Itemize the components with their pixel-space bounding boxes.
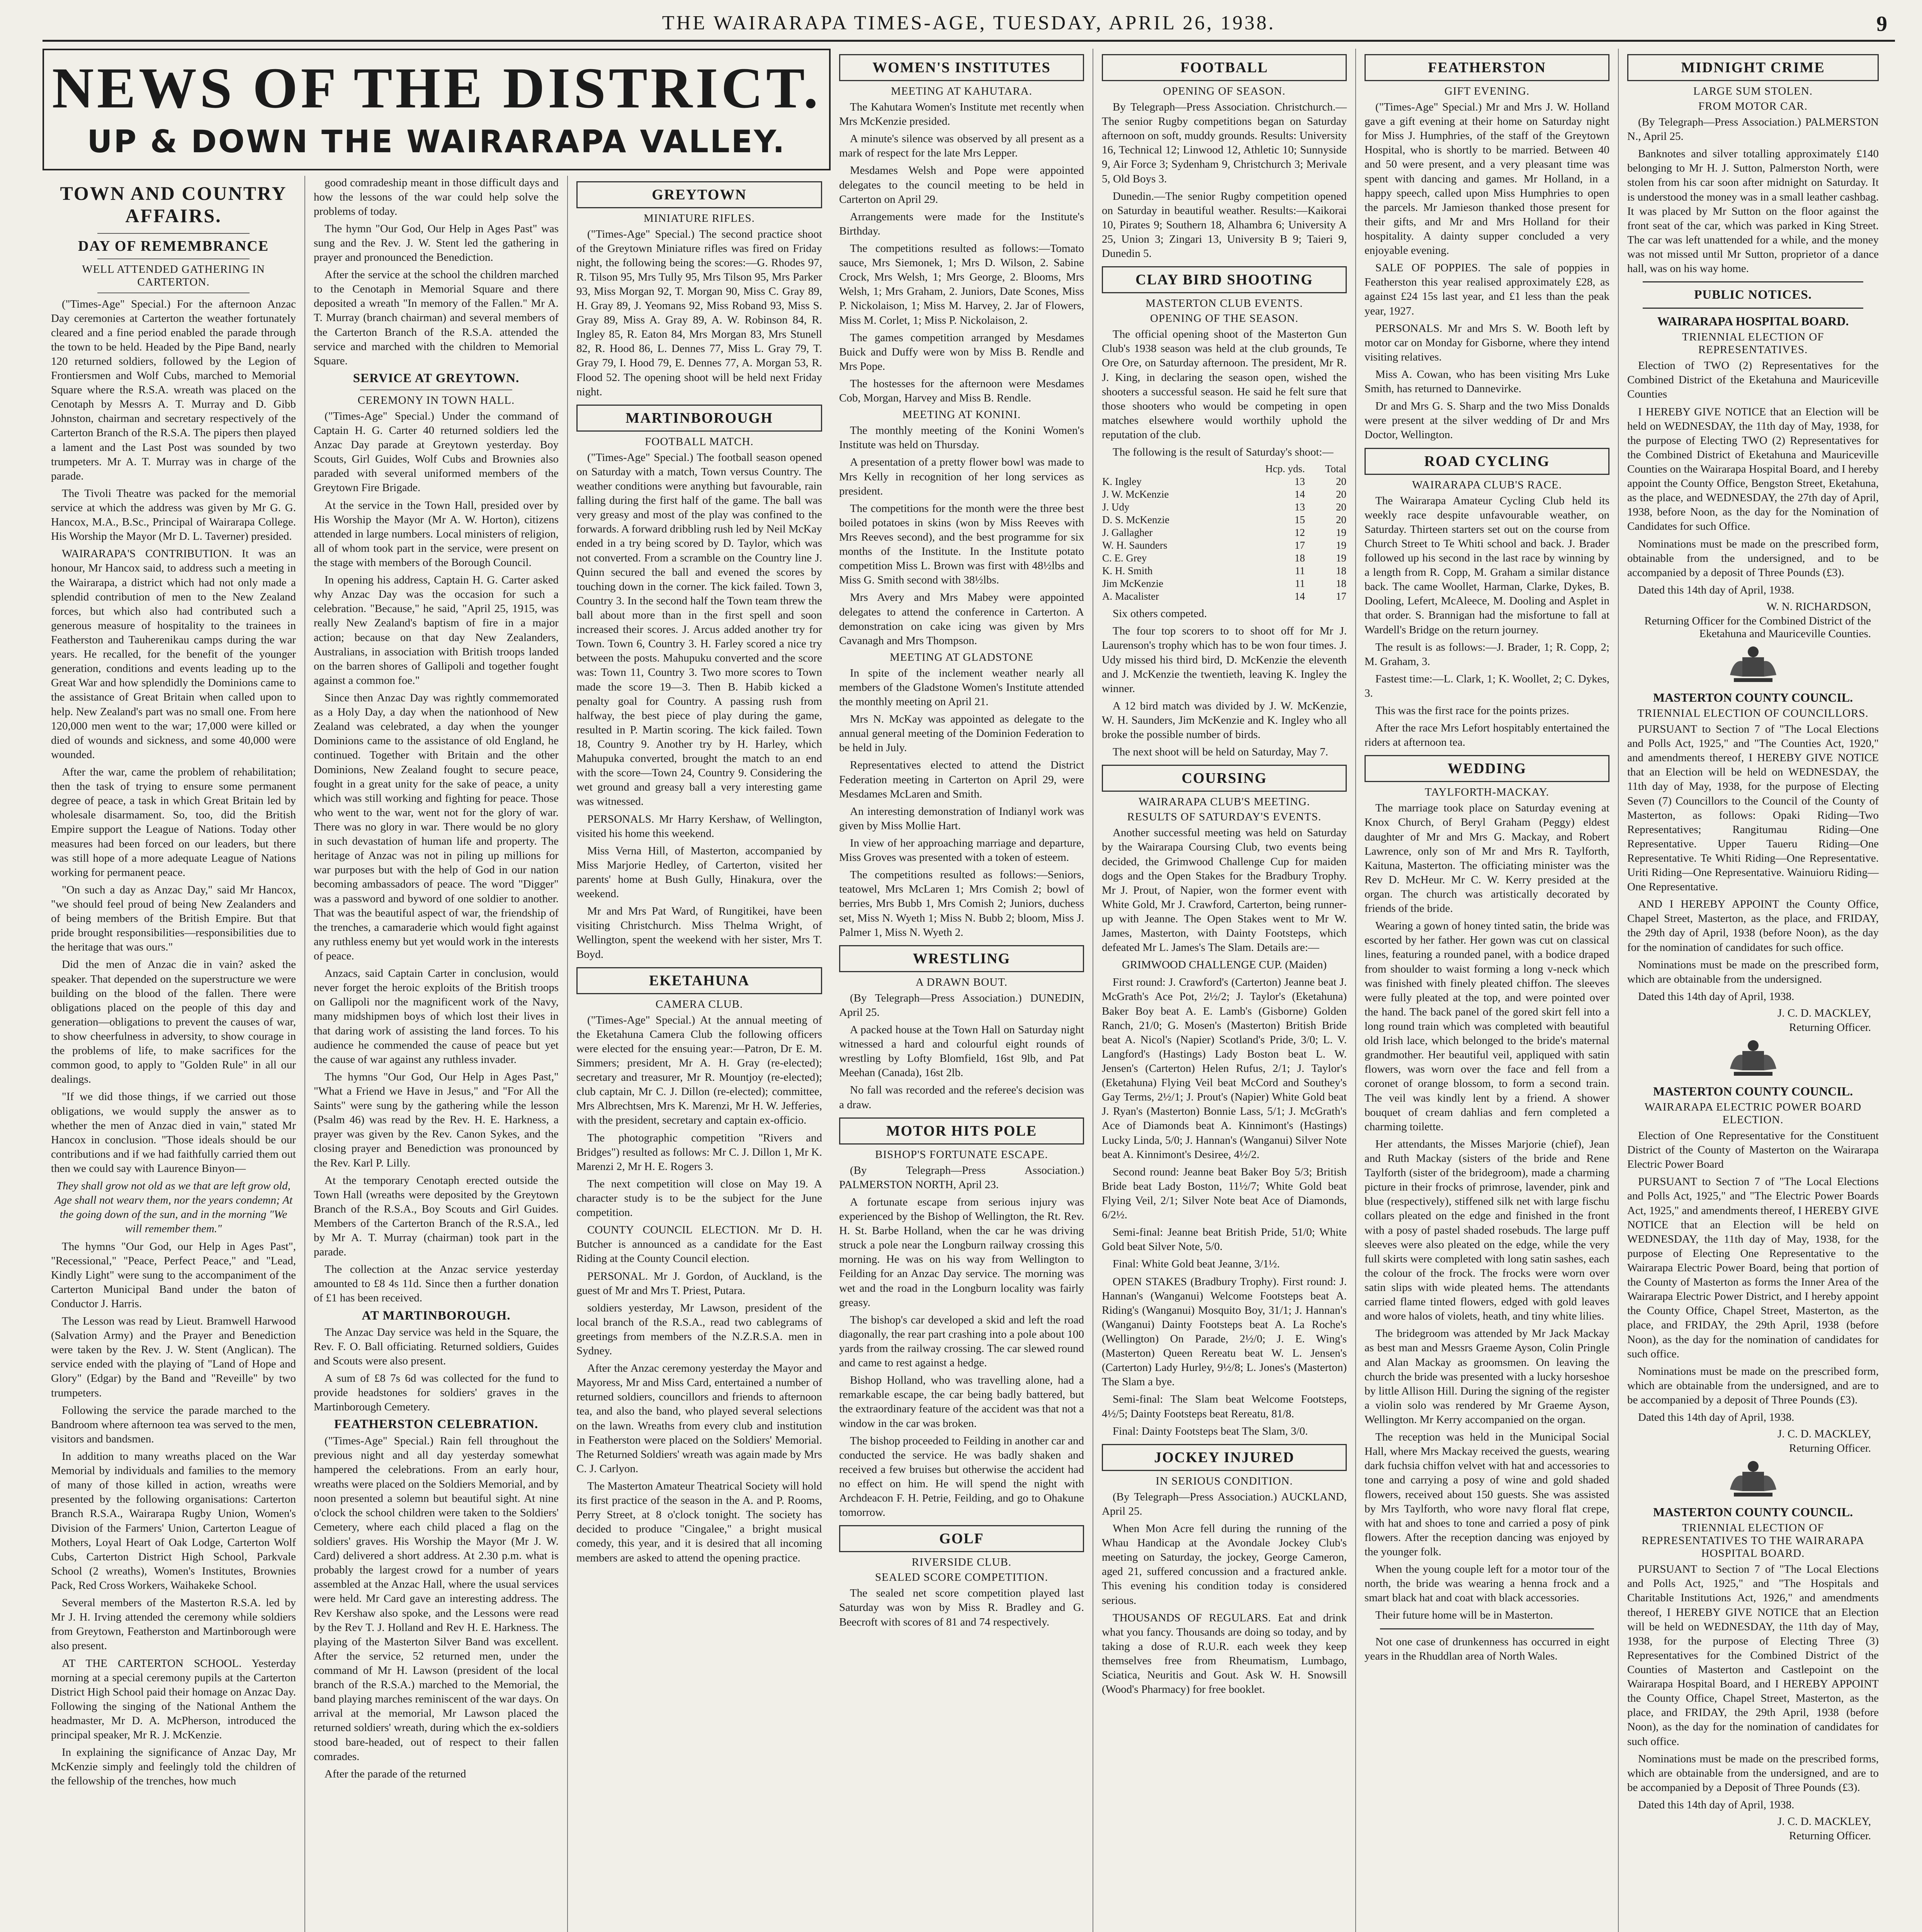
article-subheading: MINIATURE RIFLES. (644, 212, 755, 224)
hcp-label: Hcp. (1265, 463, 1285, 475)
paragraph: Following the service the parade marched to the Bandroom where afternoon tea was served to the men, visitors and bandsmen. (51, 1404, 296, 1445)
paragraph: The collection at the Anzac service yesterday amounted to £8 4s 11d. Since then a further donation of £1 has been received. (314, 1263, 559, 1304)
paragraph: The Wairarapa Amateur Cycling Club held its weekly race despite unfavourable weather, on Saturday. Thirteen starters set out on the course from Church Street to Te Whiti school and back. J. Brader followed up his second in the last race by winning by a length from R. Copp, M. Graham a similar distance back. The came Woollet, Harman, Clarke, Dykes, B. Dooling, Lefert, McAleece, M. Dooling and Asplet in that order. S. Brannigan had the misfortune to fall at Wardell's Bridge on the return journey. (1365, 494, 1609, 636)
table-header-cell (1229, 463, 1305, 475)
paragraph: The sealed net score competition played last Saturday was won by Miss R. Bradley and G. Beecroft with scores of 81 and 74 respectively. (839, 1587, 1084, 1628)
paragraph: The hymns "Our God, Our Help in Ages Past," "What a Friend we Have in Jesus," and "For All the Saints" were sung by the gathering while the lesson (Psalm 46) was read by the Rev. H. E. Harkness, a prayer was given by the Rev. Canon Sykes, and the closing prayer and Benediction was pronounced by the Rev. Karl P. Lilly. (314, 1070, 559, 1169)
section-heading: MIDNIGHT CRIME (1681, 60, 1825, 76)
notice-subtitle: TRIENNIAL ELECTION OF REPRESENTATIVES. (1682, 331, 1824, 356)
paragraph: OPEN STAKES (Bradbury Trophy). First round: J. Hannan's (Wanganui) Welcome Footsteps beat A. Riding's (Wanganui) Mosquito Boy, 31/1; J. Hannan's (Wanganui) Dainty Footsteps beat A. La Roche's (Wellington) On Parade, 2½/0; J. E. Wing's (Masterton) Queen Rereatu beat W. L. Jensen's (Carterton) Lady Hurley, 9½/8; L. Jones's (Masterton) The Slam a bye. (1102, 1275, 1347, 1388)
paragraph: The hymns "Our God, our Help in Ages Past", "Recessional," "Peace, Perfect Peace," and "Lead, Kindly Light" were sung to the accompaniment of the Carterton Municipal Band under the baton of Conductor J. Harris. (51, 1240, 296, 1310)
table-header (1102, 463, 1347, 475)
shooter-handicap: 14 (1294, 488, 1305, 500)
section-heading: JOCKEY INJURED (1154, 1449, 1295, 1466)
banner-title: NEWS OF THE DISTRICT. (52, 56, 821, 120)
paragraph: Dated this 14th day of April, 1938. (1638, 990, 1795, 1003)
article-subheading: SEALED SCORE COMPETITION. (875, 1571, 1048, 1584)
table-row (1102, 565, 1347, 577)
paragraph: The result is as follows:—J. Brader, 1; R. Copp, 2; M. Graham, 3. (1365, 641, 1609, 668)
notices-heading: PUBLIC NOTICES. (1694, 288, 1812, 302)
paragraph: Final: White Gold beat Jeanne, 3/1½. (1113, 1258, 1280, 1270)
masthead (42, 12, 1895, 42)
section-box (1365, 448, 1609, 475)
notice-title: MASTERTON COUNTY COUNCIL. (1653, 690, 1853, 704)
paragraph: ("Times-Age" Special.) At the annual meeting of the Eketahuna Camera Club the following officers were elected for the ensuing year:—Patron, Dr E. M. Simmers; president, Mr A. H. Gray (re-elected); secretary and treasurer, Mr R. Mountjoy (re-elected); club captain, Mr C. J. Dillon (re-elected); committee, Mrs Albrechtsen, Mrs K. Marenzi, Mr H. W. Jefferies, with the president, secretary and captain ex-officio. (576, 1014, 822, 1127)
table-body (1102, 475, 1347, 603)
paragraph: The competitions for the month were the three best boiled potatoes in skins (won by Miss Reeves with Mrs Reeves second), and the best programme for six months of the Institute. In the Institute potato competition Miss L. Brown was first with 48½lbs and Miss G. Smith second with 38½lbs. (839, 502, 1084, 587)
article-subheading: OPENING OF THE SEASON. (1150, 312, 1298, 325)
article-heading: DAY OF REMEMBRANCE (78, 238, 269, 254)
paragraph: After the race Mrs Lefort hospitably entertained the riders at afternoon tea. (1365, 722, 1609, 749)
section-box (839, 54, 1084, 81)
section-box (576, 181, 822, 208)
article-subheading: MEETING AT GLADSTONE (890, 651, 1033, 663)
paragraph: GRIMWOOD CHALLENGE CUP. (Maiden) (1122, 959, 1327, 971)
signature-role: Returning Officer. (1789, 1442, 1871, 1455)
paragraph: PERSONALS. Mr and Mrs S. W. Booth left by motor car on Monday for Gisborne, where they intend visiting relatives. (1365, 322, 1609, 363)
paragraph: The next competition will close on May 19. A character study is to be the subject for the June competition. (576, 1177, 822, 1219)
paragraph: The competitions resulted as follows:—Tomato sauce, Mrs Siemonek, 1; Mrs D. Wilson, 2. Sabine Crock, Mrs Welsh, 1; Mrs George, 2. Blooms, Mrs Welsh, 1; Mrs Graham, 2. Juniors, Date Scones, Miss P. Nickolaison, 1; Miss M. Harvey, 2. Jar of Flowers, Miss M. Corlet, 1; Miss P. Nickolaison, 2. (839, 242, 1084, 327)
notice-title: MASTERTON COUNTY COUNCIL. (1653, 1505, 1853, 1519)
section-box (1365, 755, 1609, 782)
article-subheading: GIFT EVENING. (1444, 85, 1530, 97)
shooter-total: 20 (1336, 501, 1346, 513)
yds-label: yds. (1288, 463, 1305, 475)
paragraph: Nominations must be made on the prescribed form, obtainable from the undersigned, and to be accompanied by a deposit of Three Pounds (£3). (1627, 537, 1879, 579)
paragraph: This was the first race for the points prizes. (1375, 704, 1569, 717)
paragraph: In opening his address, Captain H. G. Carter asked why Anzac Day was the occasion for such a celebration. "Because," he said, "April 25, 1915, was really New Zealand's baptism of fire in a major action; because on that day New Zealanders, Australians, in association with British troops landed on the barren shores of Gallipoli and together fought against a common foe." (314, 574, 559, 687)
paragraph: ("Times-Age" Special.) Rain fell throughout the previous night and all day yesterday somewhat hampered the celebrations. From an early hour, wreaths were placed on the Soldiers Memorial, and by noon presented a solemn but beautiful sight. At nine o'clock the school children were taken to the Soldiers' Cemetery, where each child placed a flag on the soldiers' graves. His Worship the Mayor (Mr J. W. Card) delivered a short address. At 2.30 p.m. what is probably the largest crowd for a number of years assembled at the Anzac Hall, where the usual services were held. Mr Card gave an interesting address. The Rev Kershaw also spoke, and the Lessons were read by the Rev T. J. Holland and Rev H. E. Harkness. The playing of the Masterton Silver Band was excellent. After the service, 52 returned men, under the command of Mr H. Lawson (president of the local branch of the R.S.A.) marched to the Memorial, the band playing marches reminiscent of the war days. On arrival at the memorial, Mr Lawson placed the returned soldiers' wreath, during which the ex-soldiers stood bare-headed, out of respect to their fallen comrades. (314, 1435, 559, 1763)
shooter-handicap: 13 (1294, 501, 1305, 513)
paragraph: At the temporary Cenotaph erected outside the Town Hall (wreaths were deposited by the Greytown Branch of the R.S.A., Boy Scouts and Girl Guides. Members of the Carterton Branch of the R.S.A., led by Mr A. T. Murray (chairman) took part in the parade. (314, 1174, 559, 1259)
paragraph: PURSUANT to Section 7 of "The Local Elections and Polls Act, 1925," and "The Hospitals and Charitable Institutions Act, 1926," and amendments thereof, I HEREBY GIVE NOTICE that an Election will be held on WEDNESDAY, the 11th day of May, 1938, for the purpose of Electing Three (3) Representatives for the Combined District of the Counties of Masterton and Castlepoint on the Wairarapa Hospital Board, and I HEREBY APPOINT the County Office, Chapel Street, Masterton, as the place, and FRIDAY, the 29th April, 1938 (before Noon), as the day for the nomination of candidates for such office. (1627, 1563, 1879, 1748)
signature-role: Returning Officer. (1789, 1830, 1871, 1842)
paragraph: Banknotes and silver totalling approximately £140 belonging to Mr H. J. Sutton, Palmerston North, were stolen from his car soon after midnight on Saturday. It is understood the money was in a small leather cashbag. It was placed by Mr Sutton on the floor against the front seat of the car, which was parked in King Street. The car was left unattended for a while, and the money was not missed until Mr Sutton, proprietor of a dance hall, was on his way home. (1627, 148, 1879, 275)
shooter-name: J. W. McKenzie (1102, 488, 1169, 500)
article-subheading: MEETING AT KAHUTARA. (891, 85, 1032, 97)
shooter-total: 20 (1336, 514, 1346, 526)
shooter-handicap: 18 (1294, 552, 1305, 564)
table-row (1102, 590, 1347, 603)
section-heading: ROAD CYCLING (1424, 453, 1550, 469)
column-5 (1093, 49, 1356, 1932)
shooter-name: K. H. Smith (1102, 565, 1153, 577)
paragraph: PURSUANT to Section 7 of "The Local Elections and Polls Act, 1925," and "The Counties Act, 1920," and amendments thereof, I HEREBY GIVE NOTICE that an Election will be held on WEDNESDAY, the 11th day of May, 1938, for the purpose of Electing Seven (7) Councillors to the Council of the County of Masterton, as follows: Opaki Riding—Two Representatives; Rangitumau Riding—One Representative. Upper Taueru Riding—One Representative. Te Whiti Riding—One Representative. Uriti Riding—One Representative. Wainuioru Riding—One Representative. (1627, 723, 1879, 893)
column-3 (568, 176, 831, 1932)
section-heading: WOMEN'S INSTITUTES (872, 60, 1051, 76)
paragraph: ("Times-Age" Special.) For the afternoon Anzac Day ceremonies at Carterton the weather fortunately cleared and a fine period enabled the parade through the town to be held. Headed by the Pipe Band, nearly 120 returned soldiers, followed by the Legion of Frontiersmen and Wolf Cubs, marched to Memorial Square where the R.S.A. wreath was placed on the Cenotaph by Messrs A. T. Murray and D. Gibb Johnston, chairman and secretary respectively of the Carterton Branch of the R.S.A. The pipers then played a lament and the Last Post was sounded by two trumpeters. Mr A. T. Murray was in charge of the parade. (51, 298, 296, 482)
coat-of-arms-icon (1627, 1038, 1879, 1080)
paragraph: The Anzac Day service was held in the Square, the Rev. F. O. Ball officiating. Returned soldiers, Guides and Scouts were also present. (314, 1326, 559, 1367)
divider (1643, 281, 1863, 282)
paragraph: The hostesses for the afternoon were Mesdames Cob, Morgan, Harvey and Miss B. Rendle. (839, 377, 1084, 405)
paragraph: PERSONAL. Mr J. Gordon, of Auckland, is the guest of Mr and Mrs T. Priest, Putara. (576, 1270, 822, 1297)
paragraph: Not one case of drunkenness has occurred in eight years in the Rhuddlan area of North Wales. (1365, 1635, 1609, 1662)
article-subheading: WELL ATTENDED GATHERING IN CARTERTON. (82, 263, 265, 288)
section-box (1627, 54, 1879, 81)
paragraph: The bridegroom was attended by Mr Jack Mackay as best man and Messrs Graeme Ayson, Colin Pringle and Alan Mackay as groomsmen. On leaving the church the bride was presented with a lucky horseshoe by little Allison Hill. During the signing of the register a violin solo was rendered by Mr Graeme Ayson, Wellington. Mr Kerry accompanied on the organ. (1365, 1327, 1609, 1426)
left-section (42, 49, 831, 1932)
paragraph: After the Anzac ceremony yesterday the Mayor and Mayoress, Mr and Miss Card, entertained a number of returned soldiers, councillors and friends to afternoon tea, and also the band, who played several selections on the lawn. Wreaths from every club and institution in Featherston were placed on the Soldiers' Memorial. The Returned Soldiers' wreath was again made by Mrs C. J. Carlyon. (576, 1362, 822, 1475)
results-table (1102, 463, 1347, 603)
section-box (1102, 266, 1347, 293)
article-subheading: FOOTBALL MATCH. (645, 435, 754, 448)
signature: J. C. D. MACKLEY, (1778, 1007, 1871, 1020)
section-box (839, 945, 1084, 972)
paragraph: Dated this 14th day of April, 1938. (1638, 583, 1795, 596)
paragraph: soldiers yesterday, Mr Lawson, president of the local branch of the R.S.A., read two cablegrams of greetings from members of the N.Z.R.S.A. men in Sydney. (576, 1301, 822, 1357)
article-subheading: A DRAWN BOUT. (915, 976, 1008, 988)
paragraph: The marriage took place on Saturday evening at Knox Church, of Beryl Graham (Peggy) eldest daughter of Mr and Mrs G. Mackay, and Robert Lawrence, only son of Mr and Mrs R. Taylforth, Kaituna, Masterton. The officiating minister was the Rev D. McHeur. Mr C. W. Kerry presided at the organ. The church was artistically decorated by friends of the bride. (1365, 802, 1609, 915)
paragraph: After the parade of the returned (325, 1767, 466, 1780)
table-row (1102, 514, 1347, 526)
paragraph: Anzacs, said Captain Carter in conclusion, would never forget the heroic exploits of the British troops on Gallipoli nor the magnificent work of the Navy, many midshipmen boys of which lost their lives in that daring work of assisting the land forces. To his audience he commended the cause of peace but yet the cause of war against any ruthless invader. (314, 967, 559, 1066)
article-heading: FEATHERSTON CELEBRATION. (334, 1417, 539, 1432)
divider (360, 389, 512, 390)
section-box (1102, 1444, 1347, 1471)
paragraph: I HEREBY GIVE NOTICE that an Election will be held on WEDNESDAY, the 11th day of May, 1938, for the purpose of Electing TWO (2) Representatives for the Combined District of Eketahuna and Mauriceville Counties on the Wairarapa Hospital Board, and I hereby appoint the County Office, Bengston Street, Eketahuna, as the place, and WEDNESDAY, the 27th day of April, 1938, before Noon, as the day for the Nomination of Candidates for such Office. (1627, 405, 1879, 533)
coat-of-arms-icon (1627, 644, 1879, 687)
shooter-name: J. Udy (1102, 501, 1130, 513)
table-row (1102, 526, 1347, 539)
shooter-name: C. E. Grey (1102, 552, 1147, 564)
shooter-handicap: 11 (1295, 578, 1305, 590)
page-number: 9 (1876, 12, 1887, 36)
paragraph: A fortunate escape from serious injury was experienced by the Bishop of Wellington, the Rt. Rev. H. St. Barbe Holland, when the car he was driving struck a pole near the Longburn railway crossing this morning. He was on his way from Wellington to Feilding for an Anzac Day service. The morning was wet and the road in the Longburn locality was fairly greasy. (839, 1196, 1084, 1309)
paragraph: ("Times-Age" Special.) The football season opened on Saturday with a match, Town versus Country. The weather conditions were anything but favourable, rain falling during the first half of the game. The ball was very greasy and most of the play was confined to the forwards. A forward dribbling rush led by Neil McKay ended in a try being scored by D. Taylor, which was not converted. From a scramble on the Country line J. Quinn secured the ball and evened the scores by touching down in the corner. The kick failed. Town 3, Country 3. In the second half the Town team threw the ball about more than in the first spell and soon increased their scores. J. Arcus added another try for Town. Town 6, Country 3. H. Farley scored a nice try between the posts. Mahupuku converted and the score was: Town 11, Country 3. Two more scores to Town made the score 19—3. Then B. Habib kicked a penalty goal for Country. A passing rush from halfway, the best piece of play during the game, resulted in P. Martin scoring. The kick failed. Town 18, Country 9. Another try by H. Harley, which Mahupuka converted, brought the match to an end with the score—Town 24, Country 9. Considering the wet ground and greasy ball a very interesting game was witnessed. (576, 451, 822, 808)
paragraph: AND I HEREBY APPOINT the County Office, Chapel Street, Masterton, as the place, and FRIDAY, the 29th day of April, 1938 (before Noon), as the day for the nomination of candidates for such office. (1627, 898, 1879, 954)
article-subheading: CEREMONY IN TOWN HALL. (357, 394, 515, 406)
paragraph: COUNTY COUNCIL ELECTION. Mr D. H. Butcher is announced as a candidate for the East Riding at the County Council election. (576, 1224, 822, 1265)
paragraph: (By Telegraph—Press Association.) AUCKLAND, April 25. (1102, 1490, 1347, 1517)
column-1 (42, 176, 305, 1932)
paragraph: PERSONALS. Mr Harry Kershaw, of Wellington, visited his home this weekend. (576, 813, 822, 840)
article-subheading: OPENING OF SEASON. (1163, 85, 1286, 97)
shooter-total: 18 (1336, 578, 1346, 590)
table-row (1102, 475, 1347, 488)
section-heading: MARTINBOROUGH (625, 410, 773, 426)
divider (1643, 308, 1863, 309)
paragraph: "On such a day as Anzac Day," said Mr Hancox, "we should feel proud of being New Zealanders and of being members of the British Empire. But that pride brought responsibilities—responsibilities due to the heritage that was ours." (51, 883, 296, 954)
paragraph: A sum of £8 7s 6d was collected for the fund to provide headstones for soldiers' graves in the Martinborough Cemetery. (314, 1372, 559, 1413)
paragraph: The reception was held in the Municipal Social Hall, where Mrs Mackay received the guests, wearing dark fuchsia chiffon velvet with hat and accessories to tone and carrying a posy of wine and gold shaded flowers, received about 150 guests. She was assisted by Mrs Taylforth, who wore navy floral flat crepe, with hat and shoes to tone and carried a posy of pink flowers. After the reception dancing was enjoyed by the younger folk. (1365, 1431, 1609, 1558)
paragraph: The Kahutara Women's Institute met recently when Mrs McKenzie presided. (839, 101, 1084, 128)
section-box (576, 405, 822, 432)
paragraph: The games competition arranged by Mesdames Buick and Duffy were won by Miss B. Rendle and Mrs Pope. (839, 331, 1084, 372)
section-heading: GREYTOWN (652, 186, 747, 203)
paragraph: Another successful meeting was held on Saturday by the Wairarapa Coursing Club, two events being decided, the Grimwood Challenge Cup for maiden dogs and the Open Stakes for the Bradbury Trophy. Mr J. Prout, of Napier, won the former event with White Gold, Mr J. Crawford, Carterton, being runner-up with Jeanne. The Open Stakes went to Mr W. James, Masterton, with Dainty Footsteps, which defeated Mr L. James's The Slam. Details are:— (1102, 827, 1347, 954)
paragraph: The next shoot will be held on Saturday, May 7. (1113, 746, 1328, 759)
paragraph: In addition to many wreaths placed on the War Memorial by individuals and families to the memory of many of those killed in action, wreaths were presented by the following organisations: Carterton Branch R.S.A., Wairarapa Rugby Union, Women's Division of the Farmers' Union, Carterton League of Mothers, Loyal Heart of Oak Lodge, Carterton Wolf Cubs, Carterton District High School, Parkvale School (2 wreaths), Women's Institutes, Brownies Pack, Red Cross Workers, Waihakeke School. (51, 1450, 296, 1592)
paragraph: (By Telegraph—Press Association.) PALMERSTON N., April 25. (1627, 116, 1879, 143)
section-heading: GOLF (939, 1531, 984, 1547)
shooter-total: 17 (1336, 590, 1346, 602)
paragraph: Final: Dainty Footsteps beat The Slam, 3/0. (1113, 1425, 1308, 1437)
signature: W. N. RICHARDSON, (1766, 600, 1871, 613)
table-row (1102, 501, 1347, 514)
shooter-total: 19 (1336, 539, 1346, 551)
article-subheading: BISHOP'S FORTUNATE ESCAPE. (875, 1148, 1048, 1161)
banner-subtitle: UP & DOWN THE WAIRARAPA VALLEY. (87, 123, 786, 160)
masthead-title: THE WAIRARAPA TIMES-AGE, TUESDAY, APRIL 26, 1938. (662, 12, 1276, 34)
topic-heading: TOWN AND COUNTRY AFFAIRS. (60, 182, 287, 226)
article-subheading: LARGE SUM STOLEN. (1693, 85, 1813, 97)
paragraph: Nominations must be made on the prescribed form, which are obtainable from the undersigned. (1627, 958, 1879, 985)
article-subheading: IN SERIOUS CONDITION. (1156, 1475, 1293, 1487)
paragraph: Arrangements were made for the Institute's Birthday. (839, 210, 1084, 237)
paragraph: A minute's silence was observed by all present as a mark of respect for the late Mrs Lepper. (839, 133, 1084, 160)
paragraph: By Telegraph—Press Association. Christchurch.—The senior Rugby competitions began on Saturday afternoon on soft, muddy grounds. Results: University 16, Technical 12; Linwood 12, Athletic 10; Sunnyside 9, Air Force 3; Sydenham 9, Christchurch 3; Merivale 5, Old Boys 3. (1102, 101, 1347, 185)
paragraph: Miss A. Cowan, who has been visiting Mrs Luke Smith, has returned to Dannevirke. (1365, 368, 1609, 395)
shooter-handicap: 14 (1294, 590, 1305, 602)
section-heading: WEDDING (1447, 760, 1527, 777)
paragraph: Their future home will be in Masterton. (1375, 1609, 1553, 1622)
paragraph: Second round: Jeanne beat Baker Boy 5/3; British Bride beat Lady Boston, 11½/7; White Gold beat Flying Veil, 2/1; Silver Note beat Ace of Diamonds, 6/2½. (1102, 1165, 1347, 1221)
paragraph: Nominations must be made on the prescribed forms, which are obtainable from the undersigned, and are to be accompanied by a Deposit of Three Pounds (£3). (1627, 1752, 1879, 1794)
paragraph: Nominations must be made on the prescribed form, which are obtainable from the undersigned, and are to be accompanied by a deposit of Three Pounds (£3). (1627, 1365, 1879, 1406)
paragraph: THOUSANDS OF REGULARS. Eat and drink what you fancy. Thousands are doing so today, and by taking a dose of R.U.R. each week they keep themselves free from Rheumatism, Lumbago, Sciatica, Neuritis and Gout. Ask W. H. Snowsill (Wood's Pharmacy) for free booklet. (1102, 1611, 1347, 1696)
shooter-handicap: 12 (1294, 527, 1305, 539)
table-row (1102, 539, 1347, 552)
shooter-handicap: 17 (1294, 539, 1305, 551)
paragraph: The following is the result of Saturday's shoot:— (1113, 446, 1334, 459)
shooter-name: Jim McKenzie (1102, 578, 1164, 590)
notice-title: WAIRARAPA HOSPITAL BOARD. (1657, 314, 1849, 328)
notice-title: MASTERTON COUNTY COUNCIL. (1653, 1084, 1853, 1099)
section-box (1365, 54, 1609, 81)
paragraph: The hymn "Our God, Our Help in Ages Past" was sung and the Rev. J. W. Stent led the gathering in prayer and pronounced the Benediction. (314, 222, 559, 264)
paragraph: In spite of the inclement weather nearly all members of the Gladstone Women's Institute attended the monthly meeting on April 21. (839, 667, 1084, 708)
paragraph: AT THE CARTERTON SCHOOL. Yesterday morning at a special ceremony pupils at the Carterton District High School paid their homage on Anzac Day. Following the singing of the National Anthem the headmaster, Mr D. A. McPherson, introduced the principal speaker, Mr R. J. McKenzie. (51, 1657, 296, 1742)
paragraph: In view of her approaching marriage and departure, Miss Groves was presented with a token of esteem. (839, 837, 1084, 864)
notice-subtitle: TRIENNIAL ELECTION OF REPRESENTATIVES TO THE WAIRARAPA HOSPITAL BOARD. (1642, 1522, 1864, 1560)
column-2 (305, 176, 568, 1932)
paragraph: Mr and Mrs Pat Ward, of Rungitikei, have been visiting Christchurch. Miss Thelma Wright, of Wellington, spent the weekend with her sister, Mrs T. Boyd. (576, 905, 822, 961)
section-box (839, 1525, 1084, 1552)
article-subheading: FROM MOTOR CAR. (1698, 100, 1808, 112)
shooter-handicap: 11 (1295, 565, 1305, 577)
paragraph: In explaining the significance of Anzac Day, Mr McKenzie simply and feelingly told the children of the fellowship of the trenches, how much (51, 1746, 296, 1787)
section-heading: WRESTLING (913, 950, 1011, 967)
section-heading: CLAY BIRD SHOOTING (1135, 272, 1313, 288)
article-subheading: MASTERTON CLUB EVENTS. (1145, 297, 1303, 310)
paragraph: A presentation of a pretty flower bowl was made to Mrs Kelly in recognition of her long services as president. (839, 456, 1084, 497)
article-subheading: TAYLFORTH-MACKAY. (1424, 786, 1550, 799)
shooter-handicap: 15 (1294, 514, 1305, 526)
section-box (839, 1117, 1084, 1145)
column-7 (1619, 49, 1887, 1932)
article-subheading: WAIRARAPA CLUB'S MEETING. (1138, 796, 1310, 808)
paragraph: Semi-final: The Slam beat Welcome Footsteps, 4½/5; Dainty Footsteps beat Rereatu, 81/8. (1102, 1393, 1347, 1420)
paragraph: "If we did those things, if we carried out those obligations, we would supply the answer as to whether the men of Anzac died in vain," stated Mr Hancox in conclusion. "Those ideals should be our contributions and if we had faithfully carried them out then we could say with Laurence Binyon— (51, 1090, 296, 1175)
paragraph: At the service in the Town Hall, presided over by His Worship the Mayor (Mr A. W. Horton), citizens attended in large numbers. Local ministers of religion, all of whom took part in the service, were present on the stage with members of the Borough Council. (314, 499, 559, 569)
section-heading: FOOTBALL (1180, 60, 1268, 76)
paragraph: Six others competed. (1113, 607, 1207, 620)
paragraph: The bishop's car developed a skid and left the road diagonally, the rear part crashing into a pole about 100 yards from the railway crossing. The car slewed round and came to rest against a hedge. (839, 1313, 1084, 1369)
signature: J. C. D. MACKLEY, (1778, 1815, 1871, 1828)
article-heading: AT MARTINBOROUGH. (362, 1308, 511, 1323)
paragraph: Fastest time:—L. Clark, 1; K. Woollet, 2; C. Dykes, 3. (1365, 672, 1609, 699)
paragraph: After the war, came the problem of rehabilitation; then the task of trying to ensure some permanent degree of peace, a task in which Great Britain led by wholesale disarmament. So, too, did the British Empire support the League of Nations. Today other measures had been forced on our leaders, but there was still hope of a more adequate League of Nations working for permanent peace. (51, 766, 296, 879)
left-columns (42, 176, 831, 1932)
shooter-handicap: 13 (1294, 476, 1305, 488)
paragraph: The official opening shoot of the Masterton Gun Club's 1938 season was held at the club grounds, Te Ore Ore, on Saturday afternoon. The president, Mr R. J. King, in declaring the season open, wished the shooters a successful season. He said he felt sure that those shooters who would be competing in open matches elsewhere would worthily uphold the reputation of the club. (1102, 328, 1347, 441)
paragraph: ("Times-Age" Special.) Mr and Mrs J. W. Holland gave a gift evening at their home on Saturday night for Miss J. Humphries, of the staff of the Greytown Hospital, who is shortly to be married. Between 40 and 50 were present, and a very pleasant time was spent with dancing and games. Mr Holland, in a happy speech, called upon Miss Humphries to open the parcels. Mr Jamieson thanked those present for their gifts, and Mr and Mrs Holland for their hospitality. A dainty supper concluded a very enjoyable evening. (1365, 101, 1609, 257)
paragraph: The competitions resulted as follows:—Seniors, teatowel, Mrs McLaren 1; Mrs Comish 2; bowl of berries, Mrs Bubb 1, Mrs Comish 2; Juniors, duchess set, Miss N. Wyeth 1; Miss N. Bubb 2; bloom, Miss J. Palmer 1, Miss N. Wyeth 2. (839, 869, 1084, 939)
paragraph: WAIRARAPA'S CONTRIBUTION. It was an honour, Mr Hancox said, to address such a meeting in the Wairarapa, a district which had not only made a splendid contribution of men to the New Zealand forces, but which also had contributed such a generous measure of hospitality to the trainees in Featherston and Tauherenikau camps during the war years. He recalled, for the benefit of the younger generation, conditions and events leading up to the Great War and how splendidly the Dominions came to the assistance of Great Britain when called upon to help. New Zealand's part was no small one. From here 120,000 men went to the war; 17,000 were killed or died of wounds and sickness, and some 40,000 were wounded. (51, 548, 296, 761)
paragraph: After the service at the school the children marched to the Cenotaph in Memorial Square and there deposited a wreath "In memory of the Fallen." Mr A. T. Murray (branch chairman) and several members of the Carterton Branch of the R.S.A. attended the service and marched with the children to Memorial Square. (314, 269, 559, 367)
shooter-total: 20 (1336, 488, 1346, 500)
paragraph: Did the men of Anzac die in vain? asked the speaker. That depended on the superstructure we were building on the blood of the fallen. There were obligations placed on the people of this day and generation—obligations to prevent the causes of war, to show cheerfulness in adversity, to show courage in the problems of life, to make sacrifices for the common good, to apply to "Golden Rule" in all our dealings. (51, 958, 296, 1086)
shooter-total: 19 (1336, 527, 1346, 539)
paragraph: The bishop proceeded to Feilding in another car and conducted the service. He was badly shaken and received a few bruises but otherwise the accident had no effect on him. He will spend the night with Archdeacon F. H. Petrie, Feilding, and go to Ohakune tomorrow. (839, 1434, 1084, 1519)
article-subheading: MEETING AT KONINI. (902, 408, 1021, 421)
paragraph: (By Telegraph—Press Association.) PALMERSTON NORTH, April 23. (839, 1164, 1084, 1191)
paragraph: Mrs N. McKay was appointed as delegate to the annual general meeting of the Dominion Federation to be held in July. (839, 713, 1084, 754)
signature: J. C. D. MACKLEY, (1778, 1428, 1871, 1440)
notice-subtitle: TRIENNIAL ELECTION OF COUNCILLORS. (1637, 707, 1869, 719)
paragraph: A 12 bird match was divided by J. W. McKenzie, W. H. Saunders, Jim McKenzie and K. Ingley who all broke the possible number of birds. (1102, 699, 1347, 741)
paragraph: An interesting demonstration of Indianyl work was given by Miss Mollie Hart. (839, 805, 1084, 832)
shooter-name: K. Ingley (1102, 476, 1142, 488)
table-header-cell: Total (1325, 463, 1346, 475)
divider (1380, 1628, 1594, 1629)
shooter-name: J. Gallagher (1102, 527, 1153, 539)
section-box (1102, 54, 1347, 81)
divider (97, 233, 250, 234)
coat-of-arms-icon (1627, 1459, 1879, 1501)
paragraph: First round: J. Crawford's (Carterton) Jeanne beat J. McGrath's Ace Pot, 2½/2; J. Taylor's (Eketahuna) Baker Boy beat A. E. Lamb's (Gisborne) Golden Ranch, 21/0; G. Mosen's (Masterton) British Bride beat A. Nicol's (Napier) Scotland's Pride, 3/0; L. V. Langford's (Hastings) Lady Boston beat L. W. Jensen's (Carterton) Helen Rufus, 2/1; J. Taylor's (Eketahuna) Flying Veil beat McCord and Southey's Gay Terms, 2½/1; J. Prout's (Napier) White Gold beat J. Ryan's (Masterton) Bonnie Lass, 5/1; J. McGrath's Ace of Diamonds beat A. Kinnimont's (Hastings) Lucky Linda, 5/0; J. Hannan's (Wanganui) Silver Note beat A. Kinnimont's Desiree, 4½/2. (1102, 976, 1347, 1161)
paragraph: Mrs Avery and Mrs Mabey were appointed delegates to attend the conference in Carterton. A demonstration on cake icing was given by Mrs Cavanagh and Mrs Thompson. (839, 591, 1084, 647)
paragraph: Since then Anzac Day was rightly commemorated as a Holy Day, a day when the nationhood of New Zealand was celebrated, a day when the younger Dominions came to the assistance of old England, he continued. Together with Britain and the other Dominions, New Zealand fought to secure peace, fought in a great unity for the sake of peace, a unity which was still working and fighting for peace. Those who went to the war, went not for the glory of war. There was no glory in war. There would be no glory in such devastation of human life and property. The heritage of Anzac was not in piling up millions for war purposes but with the help of God in our nation becoming ambassadors of peace. The word "Digger" was a password and byword of one soldier to another. That was the beautiful aspect of war, the friendship of the trenches, a camaraderie which would fight against any ruthless enemy but yet would work in the interests of peace. (314, 692, 559, 962)
table-row (1102, 577, 1347, 590)
notice-subtitle: WAIRARAPA ELECTRIC POWER BOARD ELECTION. (1644, 1101, 1862, 1126)
paragraph: SALE OF POPPIES. The sale of poppies in Featherston this year realised approximately £28, as against £24 15s last year, and £1 less than the peak year, 1927. (1365, 262, 1609, 317)
shooter-total: 19 (1336, 552, 1346, 564)
paragraph: The Masterton Amateur Theatrical Society will hold its first practice of the season in the A. and P. Rooms, Perry Street, at 8 o'clock tonight. The society has decided to produce "Cingalee," a bright musical comedy, this year, and it is desired that all incoming members are asked to attend the opening practice. (576, 1480, 822, 1564)
paragraph: Dr and Mrs G. S. Sharp and the two Miss Donalds were present at the silver wedding of Dr and Mrs Doctor, Wellington. (1365, 400, 1609, 441)
paragraph: When the young couple left for a motor tour of the north, the bride was wearing a henna frock and a smart black hat and coat with black accessories. (1365, 1563, 1609, 1604)
section-box (576, 967, 822, 994)
table-row (1102, 552, 1347, 565)
columns (42, 49, 1895, 1932)
paragraph: ("Times-Age" Special.) Under the command of Captain H. G. Carter 40 returned soldiers led the Anzac Day parade at Greytown yesterday. Boy Scouts, Girl Guides, Wolf Cubs and Brownies also paraded with several uniformed members of the Greytown Fire Brigade. (314, 410, 559, 494)
paragraph: good comradeship meant in those difficult days and how the lessons of the war could help solve the problems of today. (314, 176, 559, 218)
paragraph: The photographic competition "Rivers and Bridges") resulted as follows: Mr C. J. Dillon 1, Mr K. Marenzi 2, Mr H. E. Rogers 3. (576, 1131, 822, 1173)
section-box (1102, 765, 1347, 792)
paragraph: Representatives elected to attend the District Federation meeting in Carterton on April 29, were Mesdames McLaren and Smith. (839, 759, 1084, 800)
section-heading: COURSING (1181, 770, 1267, 787)
shooter-name: D. S. McKenzie (1102, 514, 1169, 526)
shooter-name: W. H. Saunders (1102, 539, 1167, 551)
article-subheading: RIVERSIDE CLUB. (911, 1556, 1012, 1569)
paragraph: The Tivoli Theatre was packed for the memorial service at which the address was given by Mr G. G. Hancox, M.A., B.Sc., Principal of Wairarapa College. His Worship the Mayor (Mr D. L. Taverner) presided. (51, 487, 296, 543)
paragraph: The four top scorers to to shoot off for Mr J. Laurenson's trophy which has to be won four times. J. Udy missed his third bird, D. McKenzie the eleventh and J. McKenzie the twentieth, leaving K. Ingley the winner. (1102, 625, 1347, 695)
poem: They shall grow not old as we that are left grow old, Age shall not wearv them, nor the years condemn; At the going down of the sun, and in the morning "We will remember them." (54, 1180, 293, 1235)
paragraph: Wearing a gown of honey tinted satin, the bride was escorted by her father. Her gown was cut on classical lines, featuring a rounded panel, with a bodice draped from shoulder to waist forming a long v-neck which was finished with finely pleated chiffon. The sleeves were fully pleated at the top, and were pointed over the hand. The back panel of the gored skirt fell into a long round train which was completed with beautiful old Irish lace, which belonged to the bride's maternal grandmother. Her beautiful veil, appliqued with satin flowers, was worn over the face and fell from a coronet of orange blossom, to form a second train. The veil was kindly lent by a friend. A shower bouquet of cream dahlias and fern completed a charming toilette. (1365, 920, 1609, 1133)
article-subheading: RESULTS OF SATURDAY'S EVENTS. (1127, 811, 1322, 823)
paragraph: Mesdames Welsh and Pope were appointed delegates to the council meeting to be held in Carterton on April 29. (839, 164, 1084, 206)
article-subheading: CAMERA CLUB. (655, 998, 743, 1010)
paragraph: Dated this 14th day of April, 1938. (1638, 1798, 1795, 1811)
article-subheading: WAIRARAPA CLUB'S RACE. (1412, 478, 1562, 491)
table-row (1102, 488, 1347, 501)
shooter-total: 18 (1336, 565, 1346, 577)
paragraph: Election of One Representative for the Constituent District of the County of Masterton on the Wairarapa Electric Power Board (1627, 1129, 1879, 1171)
column-4 (831, 49, 1093, 1932)
paragraph: Dunedin.—The senior Rugby competition opened on Saturday in beautiful weather. Results:—Kaikorai 10, Pirates 9; Southern 18, Alhambra 6; University A 25, Union 3; Zingari 13, University B 9; Taieri 9, Dunedin 5. (1102, 190, 1347, 260)
paragraph: Semi-final: Jeanne beat British Pride, 51/0; White Gold beat Silver Note, 5/0. (1102, 1226, 1347, 1253)
district-banner (42, 49, 831, 170)
paragraph: Dated this 14th day of April, 1938. (1638, 1411, 1795, 1424)
column-6 (1356, 49, 1619, 1932)
paragraph: Several members of the Masterton R.S.A. led by Mr J. H. Irving attended the ceremony while soldiers from Greytown, Featherston and Martinborough were also present. (51, 1597, 296, 1652)
paragraph: PURSUANT to Section 7 of "The Local Elections and Polls Act, 1925," and "The Electric Power Boards Act, 1925," and amendments thereof, I HEREBY GIVE NOTICE that an Election will be held on WEDNESDAY, the 11th day of May, 1938, for the purpose of Electing One Representative to the Wairarapa Electric Power Board, being that portion of the County of Masterton as forms the Inner Area of the Wairarapa Electric Power District, and I hereby appoint the County Office, Chapel Street, Masterton, as the place, and FRIDAY, the 29th April, 1938 (before Noon), as the day for the nomination of candidates for such office. (1627, 1175, 1879, 1360)
paragraph: The monthly meeting of the Konini Women's Institute was held on Thursday. (839, 424, 1084, 451)
shooter-total: 20 (1336, 476, 1346, 488)
paragraph: The Lesson was read by Lieut. Bramwell Harwood (Salvation Army) and the Prayer and Benediction were taken by the Rev. J. W. Stent (Anglican). The service ended with the playing of "Land of Hope and Glory" (Edgar) by the Band and "Reveille" by two trumpeters. (51, 1315, 296, 1399)
signature-role: Returning Officer for the Combined District of the Eketahuna and Mauriceville Counties. (1644, 614, 1871, 640)
signature-role: Returning Officer. (1789, 1021, 1871, 1034)
paragraph: (By Telegraph—Press Association.) DUNEDIN, April 25. (839, 992, 1084, 1019)
section-heading: FEATHERSTON (1428, 60, 1546, 76)
section-heading: EKETAHUNA (649, 972, 750, 989)
table-header-cell (1102, 463, 1229, 475)
paragraph: Her attendants, the Misses Marjorie (chief), Jean and Ruth Mackay (sisters of the bride and Rene Taylforth (sister of the bridegroom), made a charming picture in their frocks of primrose, lavender, pink and blue (respectively), stiffened silk net with large fischu collars pleated on the edge and finished in the front with a posy of pastel shaded rosebuds. The large puff sleeves were also pleated on the edge, while the very full skirts were completed with long satin sashes, each the colour of the frock. The frocks were worn over satin slips with wide pleated hems. The attendants carried flame tinted flowers, edged with gold leaves and wore halos of violets, heath, and tiny white lilies. (1365, 1138, 1609, 1323)
paragraph: Election of TWO (2) Representatives for the Combined District of the Eketahuna and Mauriceville Counties (1627, 359, 1879, 401)
article-heading: SERVICE AT GREYTOWN. (353, 371, 520, 385)
paragraph: When Mon Acre fell during the running of the Whau Handicap at the Avondale Jockey Club's meeting on Saturday, the jockey, George Cameron, aged 21, suffered concussion and a fractured ankle. This evening his condition today is considered serious. (1102, 1522, 1347, 1607)
paragraph: A packed house at the Town Hall on Saturday night witnessed a hard and colourful eight rounds of wrestling by Lofty Blomfield, 16st 9lb, and Pat Meehan (Canada), 16st 2lb. (839, 1024, 1084, 1079)
paragraph: Bishop Holland, who was travelling alone, had a remarkable escape, the car being badly battered, but the extraordinary feature of the accident was that not a window in the car was broken. (839, 1374, 1084, 1430)
paragraph: ("Times-Age" Special.) The second practice shoot of the Greytown Miniature rifles was fired on Friday night, the following being the scores:—G. Rhodes 97, R. Tilson 95, Mrs Tully 95, Mrs Tilson 95, Mrs Parker 93, Miss Morgan 92, T. Morgan 90, Miss C. Gray 89, H. Gray 89, J. Yeomans 92, Miss Roband 93, Miss S. Gray 89, Miss A. Gray 89, A. W. Robinson 84, R. Ingley 85, R. Eaton 84, Mrs Morgan 83, Mrs Stunell 82, R. Hood 86, L. Dennes 77, Miss L. Gray 79, T. Gray 79, I. Hood 79, E. Dennes 77, A. Morgan 53, R. Flood 52. The opening shoot will be held next Friday night. (576, 228, 822, 398)
paragraph: No fall was recorded and the referee's decision was a draw. (839, 1084, 1084, 1111)
shooter-name: A. Macalister (1102, 590, 1159, 602)
section-heading: MOTOR HITS POLE (886, 1122, 1037, 1139)
paragraph: Miss Verna Hill, of Masterton, accompanied by Miss Marjorie Hedley, of Carterton, visited her parents' home at Bush Gully, Hinakura, over the weekend. (576, 844, 822, 900)
